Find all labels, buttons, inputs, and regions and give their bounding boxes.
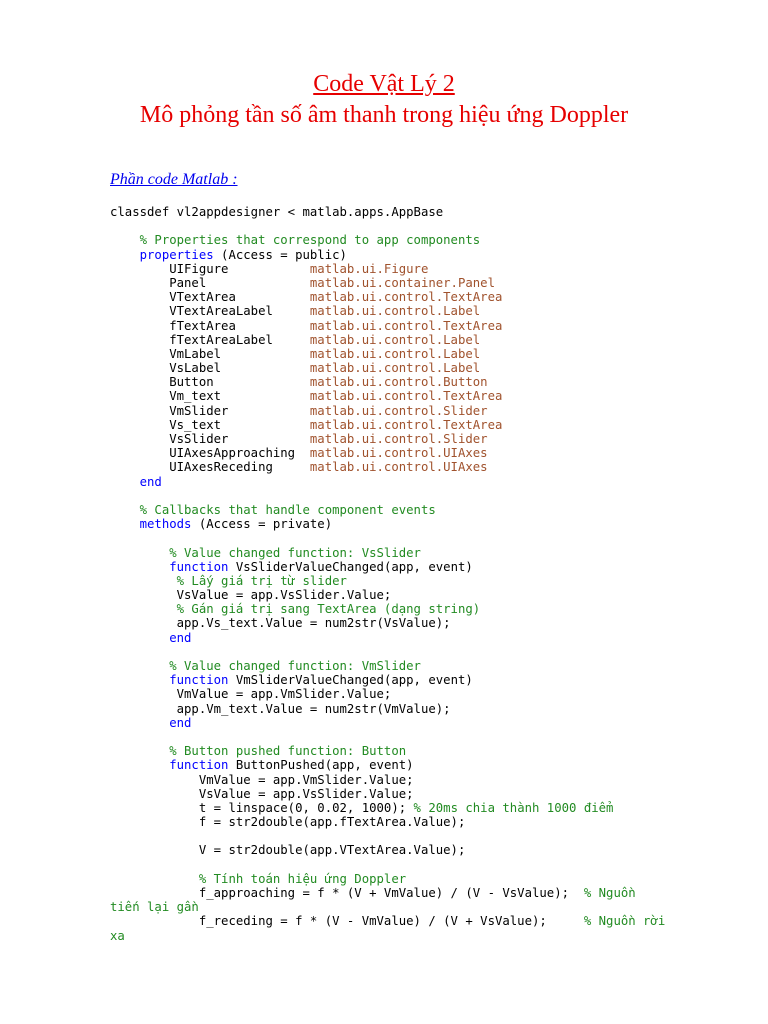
code-line xyxy=(110,673,710,687)
code-line xyxy=(110,843,710,857)
code-text: VsValue = app.VsSlider.Value; xyxy=(110,786,414,801)
code-text: UIAxesReceding xyxy=(110,460,310,475)
document-title: Code Vật Lý 2 xyxy=(313,71,455,97)
code-line xyxy=(110,872,710,886)
code-text: fTextAreaLabel xyxy=(110,332,310,347)
code-keyword: end xyxy=(110,474,162,489)
code-keyword: end xyxy=(110,630,192,645)
code-text: (Access = public) xyxy=(213,247,347,262)
code-text: VsLabel xyxy=(110,361,310,376)
code-type: matlab.ui.container.Panel xyxy=(309,275,495,290)
code-text: f_receding = f * (V - VmValue) / (V + VsValue); xyxy=(110,914,584,929)
code-line xyxy=(110,219,710,233)
code-line xyxy=(110,319,710,333)
code-type: matlab.ui.control.Slider xyxy=(309,432,488,446)
code-type: matlab.ui.control.Label xyxy=(309,304,481,319)
code-comment: % Tính toán hiệu ứng Doppler xyxy=(110,871,407,886)
document-subtitle: Mô phỏng tần số âm thanh trong hiệu ứng Doppler xyxy=(139,102,629,128)
code-line xyxy=(110,560,710,574)
code-line xyxy=(110,829,710,843)
code-line xyxy=(110,914,710,928)
code-keyword: methods xyxy=(110,517,192,532)
code-type: matlab.ui.control.UIAxes xyxy=(309,446,488,461)
code-line xyxy=(110,787,710,801)
code-line xyxy=(110,900,710,914)
code-line xyxy=(110,801,710,815)
code-line xyxy=(110,716,710,730)
code-line xyxy=(110,347,710,361)
code-text: UIFigure xyxy=(110,261,310,276)
code-text: fTextArea xyxy=(110,318,310,333)
code-line xyxy=(110,886,710,900)
code-line xyxy=(110,773,710,787)
code-line xyxy=(110,744,710,758)
code-line xyxy=(110,645,710,659)
code-keyword: function xyxy=(110,673,229,688)
code-keyword: function xyxy=(110,559,229,574)
code-line xyxy=(110,531,710,545)
code-line xyxy=(110,546,710,560)
code-text: t = linspace(0, 0.02, 1000); xyxy=(110,800,414,815)
code-type: matlab.ui.control.Label xyxy=(309,332,481,347)
code-type: matlab.ui.control.TextArea xyxy=(309,318,503,333)
code-text: VmSliderValueChanged(app, event) xyxy=(228,673,473,688)
code-text: VsSliderValueChanged(app, event) xyxy=(228,559,473,574)
code-text: V = str2double(app.VTextArea.Value); xyxy=(110,843,466,858)
code-text: app.Vm_text.Value = num2str(VmValue); xyxy=(110,701,451,716)
code-text: VsSlider xyxy=(110,432,310,446)
code-line xyxy=(110,262,710,276)
code-type: matlab.ui.control.Button xyxy=(309,375,488,390)
code-line xyxy=(110,233,710,247)
code-text: Button xyxy=(110,375,310,390)
code-text: VsValue = app.VsSlider.Value; xyxy=(110,588,392,603)
code-line xyxy=(110,304,710,318)
code-comment: tiến lại gần xyxy=(110,900,199,915)
code-type: matlab.ui.control.TextArea xyxy=(309,389,503,404)
code-line xyxy=(110,929,710,943)
code-comment: % Callbacks that handle component events xyxy=(110,502,436,517)
code-text: VmValue = app.VmSlider.Value; xyxy=(110,772,414,787)
code-comment: % Value changed function: VmSlider xyxy=(110,659,421,673)
code-line xyxy=(110,361,710,375)
code-line xyxy=(110,248,710,262)
code-comment: % Properties that correspond to app components xyxy=(110,233,481,248)
code-line xyxy=(110,517,710,531)
code-line xyxy=(110,730,710,744)
code-comment: % Gán giá trị sang TextArea (dạng string) xyxy=(110,602,481,617)
code-comment: % Value changed function: VsSlider xyxy=(110,545,421,560)
code-text: f_approaching = f * (V + VmValue) / (V - VsValue); xyxy=(110,886,584,900)
code-line xyxy=(110,475,710,489)
code-comment: % Lấy giá trị từ slider xyxy=(110,573,347,588)
code-line xyxy=(110,446,710,460)
code-comment: % 20ms chia thành 1000 điểm xyxy=(413,800,614,815)
code-line xyxy=(110,276,710,290)
code-type: matlab.ui.control.TextArea xyxy=(309,417,503,432)
code-text: Vs_text xyxy=(110,417,310,432)
code-line xyxy=(110,333,710,347)
code-text: f = str2double(app.fTextArea.Value); xyxy=(110,815,466,830)
code-line xyxy=(110,815,710,829)
code-line xyxy=(110,602,710,616)
code-text: UIAxesApproaching xyxy=(110,446,310,461)
code-line xyxy=(110,375,710,389)
code-text: ButtonPushed(app, event) xyxy=(228,758,414,773)
code-text: VmSlider xyxy=(110,403,310,418)
code-comment: % Button pushed function: Button xyxy=(110,744,407,759)
code-line xyxy=(110,702,710,716)
code-line xyxy=(110,574,710,588)
code-text: app.Vs_text.Value = num2str(VsValue); xyxy=(110,616,451,631)
code-text: Panel xyxy=(110,275,310,290)
code-line xyxy=(110,687,710,701)
code-type: matlab.ui.control.Label xyxy=(309,346,481,361)
code-text: VTextAreaLabel xyxy=(110,304,310,319)
code-keyword: function xyxy=(110,758,229,773)
code-line xyxy=(110,858,710,872)
code-line xyxy=(110,758,710,772)
code-line xyxy=(110,460,710,474)
code-text: (Access = private) xyxy=(191,517,333,532)
code-line xyxy=(110,588,710,602)
code-line xyxy=(110,503,710,517)
code-line xyxy=(110,418,710,432)
code-line xyxy=(110,205,710,219)
code-comment: % Nguồn xyxy=(583,886,636,900)
code-line xyxy=(110,631,710,645)
code-text: VmLabel xyxy=(110,346,310,361)
code-line xyxy=(110,489,710,503)
code-type: matlab.ui.control.Label xyxy=(309,361,481,376)
code-comment: % Nguồn rời xyxy=(583,914,666,929)
code-block xyxy=(110,205,710,943)
code-type: matlab.ui.control.Slider xyxy=(309,403,488,418)
code-line xyxy=(110,432,710,446)
code-line xyxy=(110,616,710,630)
code-line xyxy=(110,404,710,418)
code-comment: xa xyxy=(110,928,125,943)
code-keyword: properties xyxy=(110,247,214,262)
code-text: Vm_text xyxy=(110,389,310,404)
code-line xyxy=(110,389,710,403)
code-line xyxy=(110,659,710,673)
code-text: VTextArea xyxy=(110,290,310,305)
code-line xyxy=(110,290,710,304)
code-type: matlab.ui.control.UIAxes xyxy=(309,460,488,475)
code-type: matlab.ui.Figure xyxy=(309,261,429,276)
code-type: matlab.ui.control.TextArea xyxy=(309,290,503,305)
code-keyword: end xyxy=(110,715,192,730)
section-heading: Phần code Matlab : xyxy=(110,171,238,188)
code-text: classdef vl2appdesigner < matlab.apps.AppBase xyxy=(110,205,444,219)
code-text: VmValue = app.VmSlider.Value; xyxy=(110,687,392,702)
